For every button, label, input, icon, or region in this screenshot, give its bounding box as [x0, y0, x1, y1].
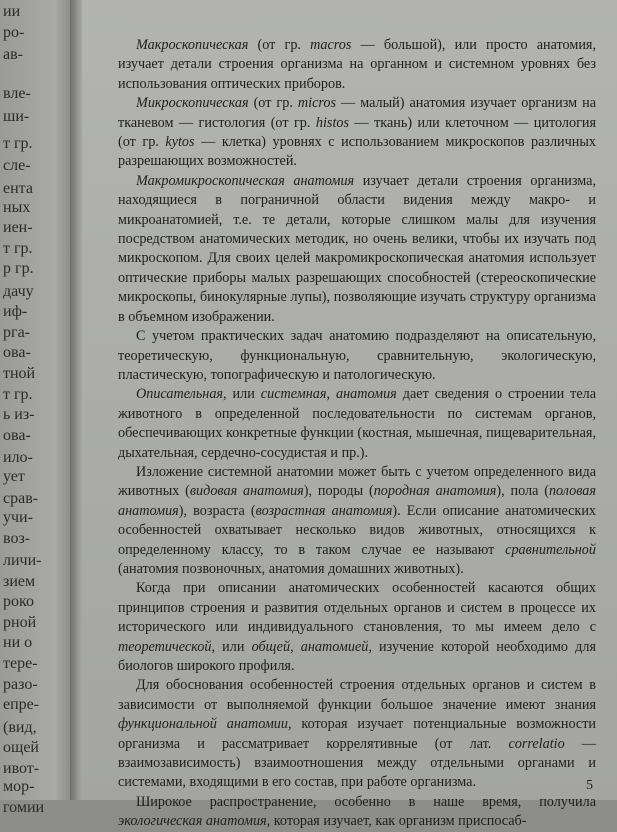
- italic-term: общей: [251, 638, 291, 655]
- previous-page-fragment: мор-: [3, 777, 35, 795]
- italic-term: Макроскопическая: [136, 37, 249, 53]
- previous-page-fragment: тной: [3, 364, 36, 382]
- text-run: , которая изучает потенциальные возможности организма и рассматривает коррелятивные (от лат.: [118, 716, 596, 752]
- previous-page-fragment: ило-: [3, 448, 33, 466]
- page-text: [118, 36, 597, 830]
- paragraph: [118, 793, 596, 832]
- previous-page-fragment: ует: [3, 468, 25, 486]
- italic-term: возрастная анатомия: [255, 502, 393, 519]
- text-run: Изложение системной анатомии может быть с учетом определенного вида животных (: [118, 463, 596, 500]
- previous-page-fragment: ав-: [3, 45, 23, 63]
- previous-page-fragment: ии: [3, 2, 21, 20]
- previous-page-fragment: рной: [3, 614, 37, 632]
- previous-page-fragment: тере-: [3, 654, 38, 672]
- text-run: — клетка) уровнях с использованием микроскопов различных разрешающих возможностей.: [118, 134, 596, 170]
- italic-term: Описательная: [136, 386, 224, 403]
- italic-term: histos: [315, 114, 350, 131]
- previous-page-edge: [0, 0, 78, 816]
- previous-page-fragment: зием: [3, 573, 36, 591]
- previous-page-fragment: иен-: [3, 218, 33, 236]
- text-run: ), возраста (: [178, 502, 256, 519]
- previous-page-fragment: воз-: [3, 530, 31, 548]
- previous-page-fragment: т гр.: [3, 135, 33, 153]
- previous-page-fragment: ни о: [3, 633, 33, 651]
- text-run: , или: [211, 638, 252, 655]
- text-run: ), породы (: [303, 483, 374, 500]
- previous-page-fragment: ро-: [3, 24, 25, 42]
- previous-page-fragment: срав-: [3, 489, 39, 507]
- text-run: С учетом практических задач анатомию подразделяют на описательную, теоретическую, функциональную, сравнительную, экологическую, пластическую, топографическую и патологическую.: [118, 328, 596, 383]
- previous-page-fragment: т гр.: [3, 240, 33, 258]
- italic-term: функциональной анатомии: [118, 716, 288, 733]
- paragraph: [118, 579, 596, 676]
- text-run: Широкое распространение, особенно в наше время, получила: [136, 793, 596, 810]
- text-run: ), пола (: [496, 483, 549, 500]
- text-run: (от гр.: [248, 95, 298, 112]
- italic-term: породная анатомия: [373, 483, 497, 500]
- text-run: , изучение которой необходимо для биологов широкого профиля.: [118, 638, 596, 674]
- previous-page-fragment: т гр.: [3, 386, 33, 404]
- previous-page-fragment: ента: [3, 180, 33, 198]
- previous-page-fragment: ова-: [3, 427, 31, 445]
- text-run: ). Если описание анатомических особенностей охватывает несколько видов животных, относящихся к определенному классу, то в таком случае ее называют: [118, 502, 597, 558]
- italic-term: половая анатомия: [118, 483, 596, 519]
- text-run: ,: [326, 386, 336, 403]
- italic-term: системная: [260, 386, 327, 403]
- book-spine: [70, 0, 82, 800]
- page-number: 5: [586, 778, 593, 793]
- paragraph: [118, 172, 596, 327]
- previous-page-fragment: ощей: [3, 738, 39, 756]
- previous-page-fragment: дачу: [3, 283, 34, 301]
- italic-term: Микроскопическая: [136, 95, 249, 112]
- text-run: ,: [290, 638, 301, 655]
- italic-term: анатомией: [300, 638, 369, 655]
- italic-term: теоретической: [118, 638, 212, 655]
- previous-page-fragment: рга-: [3, 324, 30, 342]
- text-run: Когда при описании анатомических особенностей касаются общих принципов строения и развития отдельных органов и систем в процессе их исторического или индивидуального становления, то мы имеем дело с: [118, 580, 596, 636]
- previous-page-fragment: вле-: [3, 84, 31, 102]
- previous-page-fragment: епре-: [3, 695, 40, 713]
- previous-page-fragment: иф-: [3, 302, 28, 320]
- italic-term: Макромикроскопическая анатомия: [136, 172, 355, 189]
- paragraph: [118, 676, 596, 792]
- italic-term: kytos: [165, 134, 195, 151]
- paragraph: [118, 327, 596, 385]
- previous-page-fragment: ова-: [3, 343, 31, 361]
- italic-term: видовая анатомия: [189, 483, 304, 500]
- italic-term: сравнительной: [505, 541, 596, 558]
- previous-page-fragment: роко: [3, 592, 34, 610]
- text-run: — ткань) или клеточном — цитология (от гр.: [118, 114, 597, 151]
- book-page: [82, 0, 617, 830]
- text-run: (от гр.: [248, 37, 311, 53]
- text-run: изучает детали строения организма, находящиеся в пограничной области видения между макро- и микроанатомией, т.е. те детали, которые слишком малы для изучения посредством анатомических методик, но очень велики, чтобы их изучать под микроскопом. Для своих целей макромикроскопическая анатомия использует оптические приборы малых разрешающих способностей (стереоскопические микроскопы, бинокулярные лупы), позволяющие изучать структуру организма в объемном изображении.: [118, 172, 597, 325]
- text-run: — большой), или просто анатомия, изучает детали строения организма на органном и системном уровнях без использования оптических приборов.: [118, 37, 596, 92]
- paragraph: [118, 36, 596, 94]
- text-run: — взаимозависимость) взаимоотношения между отдельными органами и системами, входящими в его состав, при работе организма.: [118, 735, 596, 791]
- previous-page-fragment: сле-: [3, 156, 31, 174]
- italic-term: correlatio: [508, 735, 565, 752]
- italic-term: macros: [310, 37, 352, 53]
- previous-page-fragment: разо-: [3, 676, 38, 694]
- paragraph: [118, 385, 596, 463]
- text-run: дает сведения о строении тела животного в определенной последовательности по системам органов, обеспечивающих конкретные функции (костная, мышечная, пищеварительная, дыхательная, сердечно-сосудистая и пр.).: [118, 386, 597, 461]
- text-run: Для обоснования особенностей строения отдельных органов и систем в зависимости от выполняемой функции большое значение имеют знания: [118, 677, 596, 713]
- previous-page-fragment: (вид,: [3, 719, 37, 737]
- italic-term: micros: [297, 95, 337, 112]
- text-run: — малый) анатомия изучает организм на тканевом — гистология (от гр.: [118, 95, 596, 131]
- paragraph: [118, 94, 596, 172]
- text-run: , или: [223, 386, 261, 403]
- previous-page-fragment: учи-: [3, 508, 33, 526]
- previous-page-fragment: ивот-: [3, 760, 40, 778]
- previous-page-fragment: личи-: [3, 551, 42, 569]
- previous-page-fragment: ь из-: [3, 405, 35, 423]
- italic-term: экологическая анатомия: [118, 813, 267, 830]
- previous-page-fragment: ных: [3, 199, 31, 217]
- previous-page-fragment: гомии: [3, 799, 45, 816]
- text-run: , которая изучает, как организм приспосаб-: [266, 813, 527, 830]
- previous-page-fragment: ши-: [3, 108, 30, 125]
- previous-page-fragment: р гр.: [3, 259, 34, 277]
- paragraph: [118, 463, 596, 579]
- text-run: (анатомия позвоночных, анатомия домашних животных).: [118, 560, 464, 577]
- italic-term: анатомия: [336, 386, 397, 403]
